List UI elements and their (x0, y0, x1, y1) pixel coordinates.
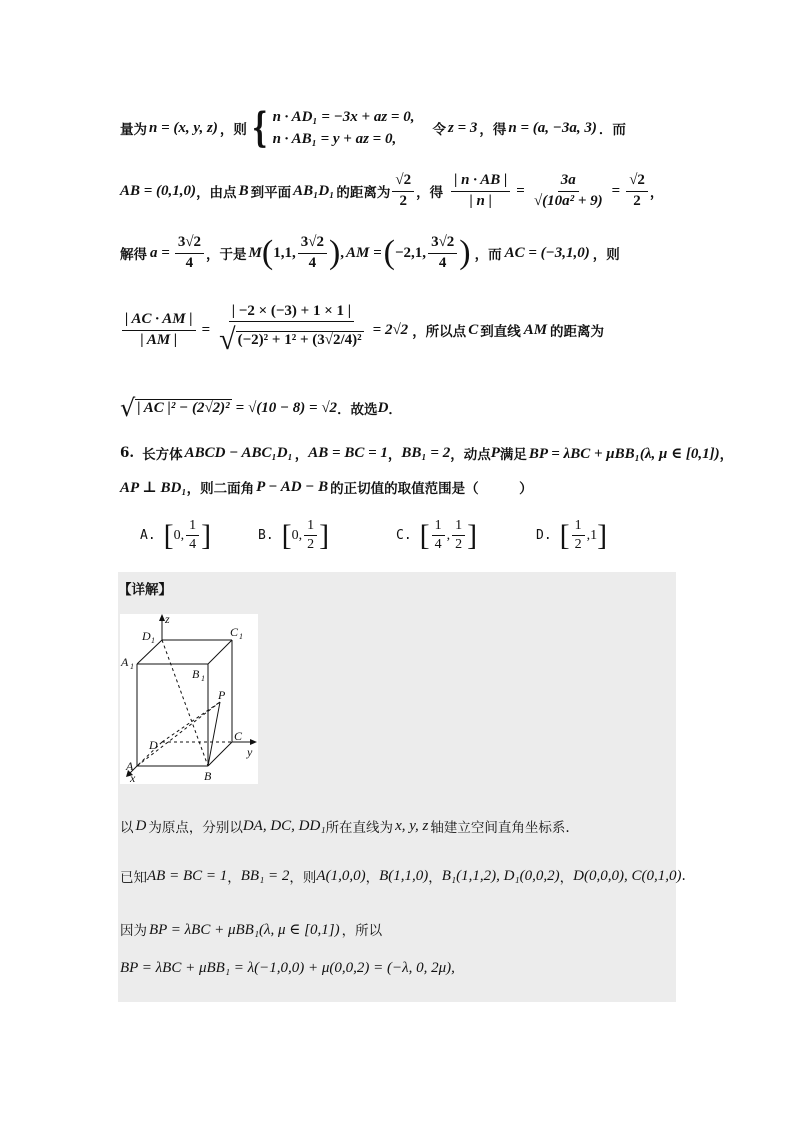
vector-BP-expansion: BP = λBC + μBB₁ = λ(−1,0,0) + μ(0,0,2) = (−λ, 0, 2μ), (120, 960, 455, 976)
solution-step-2 (120, 866, 686, 886)
radicand: | AC |² − (2√2)² (137, 400, 230, 416)
distance-formula-rhs (626, 172, 648, 210)
text: ．故选 (337, 402, 378, 418)
condition-1: AB = BC = 1 (308, 444, 388, 461)
label-C: C (234, 729, 243, 743)
text: ． (388, 402, 402, 418)
text: ，则 (592, 247, 620, 263)
label-A1: A (121, 655, 129, 669)
label-D1: D (142, 629, 151, 643)
text: 解得 (120, 247, 147, 263)
label-D1-sub: 1 (151, 636, 155, 645)
system-row-2: n · AB₁ = y + az = 0, (272, 131, 397, 147)
choice-letter: A. (140, 528, 156, 544)
solution-line-5 (120, 393, 402, 423)
sqrt-sign: √ (120, 394, 136, 422)
denominator: 4 (185, 254, 194, 271)
numerator: 1 (432, 518, 445, 536)
vector-AB: AB = (0,1,0) (120, 182, 197, 199)
axis-lines: DA, DC, DD₁ (242, 817, 326, 834)
numerator: √2 (392, 172, 414, 191)
edge-C1B1 (208, 640, 232, 664)
line-AM: AM (523, 321, 548, 338)
comma: , (340, 244, 345, 261)
lower-bound: 0 (173, 527, 181, 543)
problem-6-line-1 (120, 440, 733, 466)
denominator: 2 (455, 537, 463, 553)
label-A1-sub: 1 (130, 662, 134, 671)
choice-letter: C. (396, 528, 412, 544)
denominator: 2 (399, 192, 407, 209)
origin-D: D (135, 817, 147, 834)
choice-C[interactable] (396, 518, 477, 553)
text: 令 (432, 122, 446, 138)
text: ．而 (598, 122, 626, 138)
system-row-1: n · AD₁ = −3x + az = 0, (272, 108, 415, 125)
diagonal-D1B (162, 640, 208, 766)
text: 的距离为 (336, 185, 391, 201)
text: ， (387, 447, 402, 463)
label-y: y (247, 745, 253, 759)
text: ，得 (479, 122, 507, 138)
text: 到平面 (250, 185, 292, 201)
text: ，则 (219, 122, 247, 138)
choice-B[interactable] (258, 518, 329, 553)
projection-mid (216, 303, 366, 358)
equals: = (611, 182, 621, 199)
denominator: 4 (438, 254, 447, 271)
label-z: z (165, 614, 170, 626)
text: ，由点 (196, 185, 237, 201)
text: 轴建立空间直角坐标系. (430, 820, 570, 836)
choice-letter: B. (258, 528, 274, 544)
denominator: | AM | (140, 331, 178, 348)
vector-relation: BP = λBC + μBB₁(λ, μ ∈ [0,1]) (528, 445, 720, 462)
text: 以 (120, 820, 134, 836)
text: ， (559, 870, 574, 886)
upper-bound: 1 (590, 527, 598, 543)
numerator: | n · AB | (451, 172, 510, 191)
solution-line-1 (120, 103, 626, 153)
text: ， (227, 870, 241, 886)
comma: , (298, 527, 303, 543)
perpendicular-condition: AP ⊥ BD₁ (120, 479, 187, 496)
text: ， (649, 185, 664, 201)
plane-AB1D1: AB₁D₁ (293, 182, 335, 199)
cuboid-diagram (120, 614, 258, 784)
condition-1: AB = BC = 1 (147, 867, 228, 884)
numerator: 1 (572, 518, 585, 536)
label-C1: C (230, 625, 239, 639)
text: ，所以 (341, 923, 383, 939)
normal-vector-value: n = (a, −3a, 3) (508, 119, 597, 136)
numerator: 3√2 (175, 234, 204, 253)
bracket-right: ] (319, 518, 330, 552)
AM-coords: −2,1, (395, 244, 427, 261)
choice-D[interactable] (536, 518, 607, 553)
text: . (681, 868, 686, 884)
point-B1-D1-coords: B₁(1,1,2), D₁(0,0,2) (441, 867, 560, 884)
point-B: B (238, 182, 249, 199)
bracket-left: [ (281, 518, 292, 552)
point-A-coords: A(1,0,0) (316, 867, 366, 884)
upper-bound (452, 518, 465, 553)
problem-6-line-2 (120, 475, 533, 499)
label-B1: B (192, 667, 200, 681)
point-C: C (468, 321, 479, 338)
bracket-left: [ (163, 518, 174, 552)
text: 量为 (120, 122, 147, 138)
distance-result: = √(10 − 8) = √2 (235, 399, 338, 416)
edge-D1A1 (137, 640, 162, 664)
text: ，则 (289, 870, 317, 886)
label-A: A (126, 759, 134, 773)
numerator: 3√2 (298, 234, 327, 253)
radicand: (−2)² + 1² + (3√2/4)² (237, 332, 362, 348)
point-D-C-coords: D(0,0,0), C(0,1,0) (573, 867, 682, 884)
text: 满足 (499, 447, 527, 463)
label-x: x (130, 771, 136, 784)
solution-line-4 (120, 290, 604, 370)
choice-A[interactable] (140, 518, 211, 553)
paren-left: ( (383, 234, 395, 271)
a-equals: a = (150, 244, 170, 261)
text: 长方体 (142, 447, 183, 463)
vector-relation: BP = λBC + μBB₁(λ, μ ∈ [0,1]) (149, 921, 340, 938)
equals: = (201, 321, 211, 338)
text: ，所以点 (412, 324, 467, 340)
text: 的正切值的取值范围是（ ） (330, 481, 533, 497)
M-z-fraction (298, 234, 327, 272)
numerator: 1 (304, 518, 317, 536)
solution-step-3 (120, 919, 382, 939)
solution-step-1 (120, 816, 570, 836)
bracket-right: ] (467, 518, 478, 552)
text: 为原点，分别以 (148, 820, 243, 836)
label-D: D (149, 738, 158, 752)
label-B: B (204, 769, 212, 783)
text: ，则二面角 (186, 481, 255, 497)
bracket-left: [ (559, 518, 570, 552)
text: ，得 (416, 185, 444, 201)
bracket-right: ] (597, 518, 608, 552)
text: 因为 (120, 923, 147, 939)
solution-line-3 (120, 228, 620, 278)
upper-bound (304, 518, 317, 553)
vector-AC: AC = (−3,1,0) (504, 244, 590, 261)
text: ，而 (474, 247, 502, 263)
text: ， (719, 447, 734, 463)
upper-bound (186, 518, 199, 553)
equals: = (516, 182, 525, 199)
text: 已知 (120, 870, 147, 886)
bracket-left: [ (419, 518, 430, 552)
dihedral-angle: P − AD − B (256, 478, 329, 495)
numerator: | AC · AM | (122, 311, 196, 330)
cuboid-figure (120, 614, 258, 784)
text: ， (294, 447, 309, 463)
denominator: | n | (469, 192, 492, 209)
condition-2: BB₁ = 2 (240, 867, 290, 884)
cuboid-name: ABCD − ABC₁D₁ (184, 444, 293, 461)
segment-DP (162, 702, 220, 742)
numerator: 3a (558, 172, 579, 191)
vector-AM: AM = (346, 244, 382, 261)
text: ， (428, 870, 442, 886)
choice-letter: D. (536, 528, 552, 544)
text: ， (365, 870, 380, 886)
denominator: √(10a² + 9) (533, 192, 603, 209)
point-B-coords: B(1,1,0) (379, 867, 429, 884)
comma: , (180, 527, 185, 543)
denominator: 2 (307, 537, 315, 553)
problem-number: 6. (120, 445, 135, 461)
AM-z-fraction (428, 234, 457, 272)
system-brace: { (251, 104, 268, 151)
label-B1-sub: 1 (201, 674, 205, 683)
projection-lhs (122, 311, 196, 349)
distance-formula-lhs (451, 172, 510, 210)
paren-left: ( (261, 234, 274, 271)
denominator: 4 (308, 254, 317, 271)
paren-right: ) (328, 234, 341, 271)
numerator: 1 (186, 518, 199, 536)
axis-names: x, y, z (395, 817, 429, 834)
text: ，于是 (206, 247, 247, 263)
lower-bound (572, 518, 585, 553)
denominator: 4 (189, 537, 197, 553)
text: 所在直线为 (325, 820, 394, 836)
equation-system (273, 106, 415, 151)
numerator: | −2 × (−3) + 1 × 1 | (229, 303, 354, 322)
label-C1-sub: 1 (239, 632, 243, 641)
distance-fraction (392, 172, 414, 210)
text: ，动点 (450, 447, 491, 463)
comma: , (586, 527, 591, 543)
text: 的距离为 (550, 324, 605, 340)
a-value-fraction (175, 234, 204, 272)
M-coords: 1,1, (273, 244, 296, 261)
solution-header: 【详解】 (118, 582, 172, 598)
distance-formula-mid (531, 172, 606, 210)
denominator: 2 (574, 537, 582, 553)
point-M: M (248, 244, 262, 261)
bracket-right: ] (201, 518, 212, 552)
numerator: 1 (452, 518, 465, 536)
lower-bound (432, 518, 445, 553)
answer-letter: D (377, 399, 389, 416)
text: 到直线 (480, 324, 521, 340)
projection-result: = 2√2 (372, 321, 409, 338)
numerator: 3√2 (428, 234, 457, 253)
comma: , (446, 527, 451, 543)
condition-2: BB₁ = 2 (401, 444, 451, 461)
paren-right: ) (459, 234, 471, 271)
numerator: √2 (626, 172, 648, 191)
solution-line-2 (120, 166, 663, 216)
solution-step-4 (120, 960, 455, 977)
denominator: 4 (434, 537, 442, 553)
label-P: P (218, 688, 226, 702)
point-P: P (490, 444, 500, 461)
denominator: 2 (633, 192, 641, 209)
denominator (216, 322, 366, 358)
lower-bound: 0 (291, 527, 299, 543)
z-value: z = 3 (447, 119, 478, 136)
normal-vector-def: n = (x, y, z) (149, 119, 218, 136)
sqrt-sign: √ (219, 322, 236, 356)
